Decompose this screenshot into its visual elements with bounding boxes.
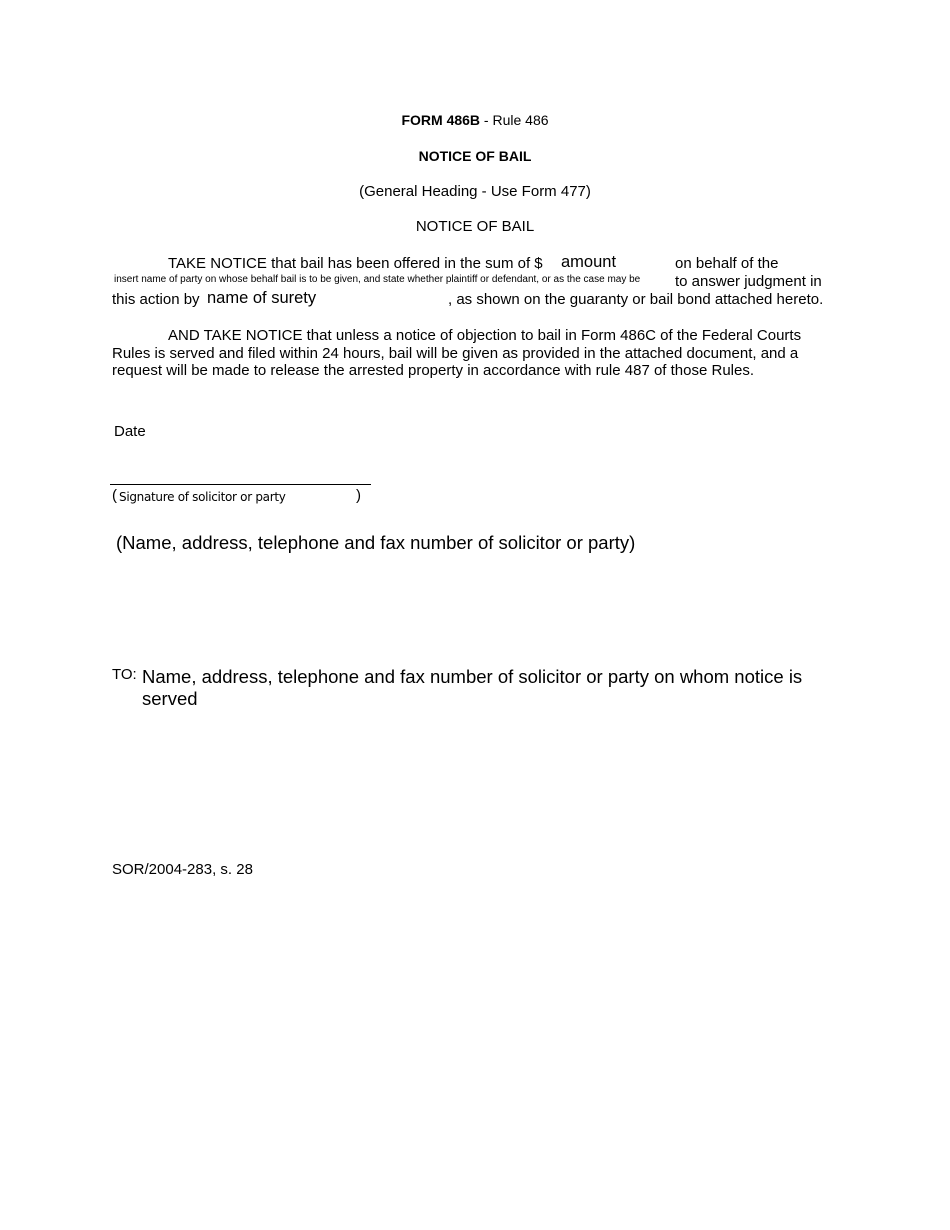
to-label: TO: bbox=[112, 666, 137, 683]
signature-caption: Signature of solicitor or party bbox=[119, 490, 286, 504]
para1-action-by: this action by bbox=[112, 291, 200, 308]
surety-field[interactable]: name of surety bbox=[207, 289, 317, 307]
form-number: FORM 486B bbox=[401, 112, 481, 128]
signature-close-paren: ) bbox=[356, 487, 361, 504]
para2-line2: Rules is served and filed within 24 hours, bail will be given as provided in the attached document, and a bbox=[112, 345, 799, 362]
recipient-info-line2[interactable]: served bbox=[142, 688, 198, 709]
amount-field[interactable]: amount bbox=[561, 253, 617, 271]
para1-answer: to answer judgment in bbox=[675, 273, 822, 290]
form-rule: - Rule 486 bbox=[480, 112, 549, 128]
regulation-citation: SOR/2004-283, s. 28 bbox=[112, 861, 253, 878]
para2-line1: AND TAKE NOTICE that unless a notice of objection to bail in Form 486C of the Federal Courts bbox=[168, 327, 802, 344]
signature-line[interactable] bbox=[110, 484, 371, 485]
para1-shown: , as shown on the guaranty or bail bond attached hereto. bbox=[448, 291, 824, 308]
general-heading: (General Heading - Use Form 477) bbox=[359, 183, 591, 200]
recipient-info-line1[interactable]: Name, address, telephone and fax number of solicitor or party on whom notice is bbox=[142, 666, 803, 687]
para1-intro: TAKE NOTICE that bail has been offered in the sum of $ bbox=[168, 255, 543, 272]
party-name-hint[interactable]: insert name of party on whose behalf bail is to be given, and state whether plaintiff or defendant, or as the case may be bbox=[114, 274, 641, 285]
para2-line3: request will be made to release the arrested property in accordance with rule 487 of those Rules. bbox=[112, 362, 755, 379]
signature-open-paren: ( bbox=[112, 487, 117, 504]
form-title: NOTICE OF BAIL bbox=[418, 148, 532, 164]
solicitor-info-field[interactable]: (Name, address, telephone and fax number of solicitor or party) bbox=[116, 532, 636, 553]
form-heading bbox=[0, 112, 950, 128]
para1-on-behalf: on behalf of the bbox=[675, 255, 779, 272]
date-label[interactable]: Date bbox=[114, 423, 146, 440]
notice-subtitle: NOTICE OF BAIL bbox=[415, 218, 535, 235]
